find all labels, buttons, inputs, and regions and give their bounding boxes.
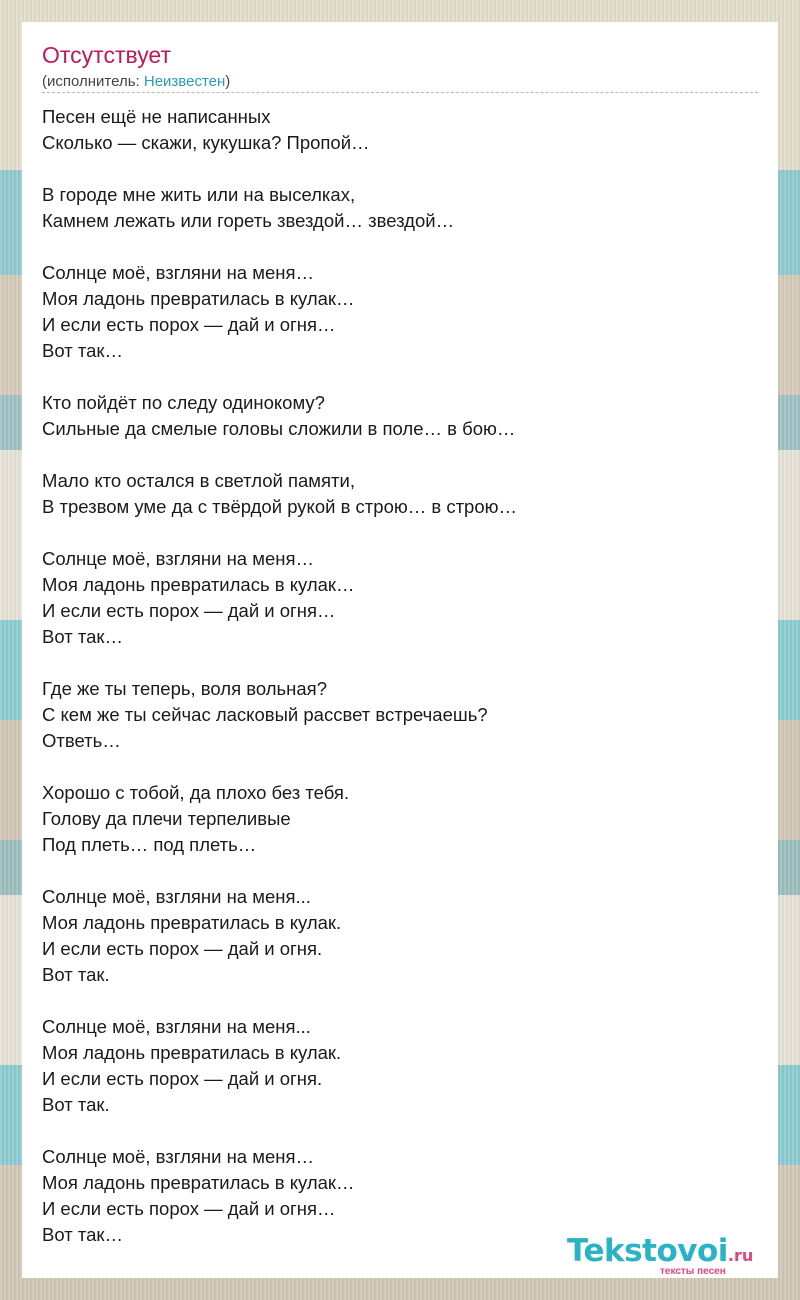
stanza (42, 468, 758, 520)
artist-prefix: (исполнитель: (42, 73, 144, 90)
lyric-line: С кем же ты сейчас ласковый рассвет встречаешь? (42, 704, 488, 725)
lyric-line: Солнце моё, взгляни на меня… (42, 1146, 314, 1167)
lyric-line: Моя ладонь превратилась в кулак… (42, 1172, 355, 1193)
logo-wordmark: Tekstovoi (567, 1233, 728, 1269)
lyric-line: Под плеть… под плеть… (42, 834, 257, 855)
lyric-line: Кто пойдёт по следу одинокому? (42, 392, 325, 413)
stanza (42, 104, 758, 156)
logo-subtitle: тексты песен (660, 1266, 726, 1277)
lyric-line: Солнце моё, взгляни на меня… (42, 548, 314, 569)
lyric-line: Вот так. (42, 1094, 110, 1115)
lyric-line: Мало кто остался в светлой памяти, (42, 470, 355, 491)
stanza (42, 390, 758, 442)
lyric-line: Сколько — скажи, кукушка? Пропой… (42, 132, 370, 153)
lyrics-body (42, 104, 758, 1274)
lyric-line: Хорошо с тобой, да плохо без тебя. (42, 782, 350, 803)
lyric-line: Ответь… (42, 730, 121, 751)
stanza (42, 1014, 758, 1118)
artist-line (42, 73, 230, 90)
stanza (42, 546, 758, 650)
site-logo[interactable] (567, 1233, 777, 1281)
lyric-line: Вот так. (42, 964, 110, 985)
artist-link[interactable]: Неизвестен (143, 73, 226, 90)
lyric-line: Моя ладонь превратилась в кулак… (42, 574, 355, 595)
lyric-line: Где же ты теперь, воля вольная? (42, 678, 327, 699)
lyric-line: И если есть порох — дай и огня… (42, 314, 336, 335)
lyric-line: Солнце моё, взгляни на меня… (42, 262, 314, 283)
lyric-line: Моя ладонь превратилась в кулак. (42, 1042, 342, 1063)
lyric-line: Песен ещё не написанных (42, 106, 271, 127)
stanza (42, 780, 758, 858)
logo-tld: .ru (727, 1246, 754, 1265)
lyric-line: В трезвом уме да с твёрдой рукой в строю… в строю… (42, 496, 518, 517)
lyric-line: Голову да плечи терпеливые (42, 808, 291, 829)
stanza (42, 260, 758, 364)
lyric-line: В городе мне жить или на выселках, (42, 184, 356, 205)
lyric-line: И если есть порох — дай и огня… (42, 1198, 336, 1219)
lyric-line: И если есть порох — дай и огня. (42, 938, 323, 959)
lyric-line: Камнем лежать или гореть звездой… звездой… (42, 210, 455, 231)
lyric-line: Вот так… (42, 626, 123, 647)
lyric-line: Сильные да смелые головы сложили в поле… в бою… (42, 418, 516, 439)
lyric-line: И если есть порох — дай и огня… (42, 600, 336, 621)
stanza (42, 884, 758, 988)
song-title: Отсутствует (42, 42, 171, 68)
stanza (42, 676, 758, 754)
lyric-line: И если есть порох — дай и огня. (42, 1068, 323, 1089)
artist-suffix: ) (225, 73, 231, 90)
lyric-line: Моя ладонь превратилась в кулак… (42, 288, 355, 309)
lyric-line: Вот так… (42, 340, 123, 361)
divider (42, 92, 758, 93)
lyric-line: Моя ладонь превратилась в кулак. (42, 912, 342, 933)
lyric-line: Вот так… (42, 1224, 123, 1245)
lyric-line: Солнце моё, взгляни на меня... (42, 886, 311, 907)
stanza (42, 182, 758, 234)
lyric-line: Солнце моё, взгляни на меня... (42, 1016, 311, 1037)
lyrics-card (22, 22, 778, 1278)
